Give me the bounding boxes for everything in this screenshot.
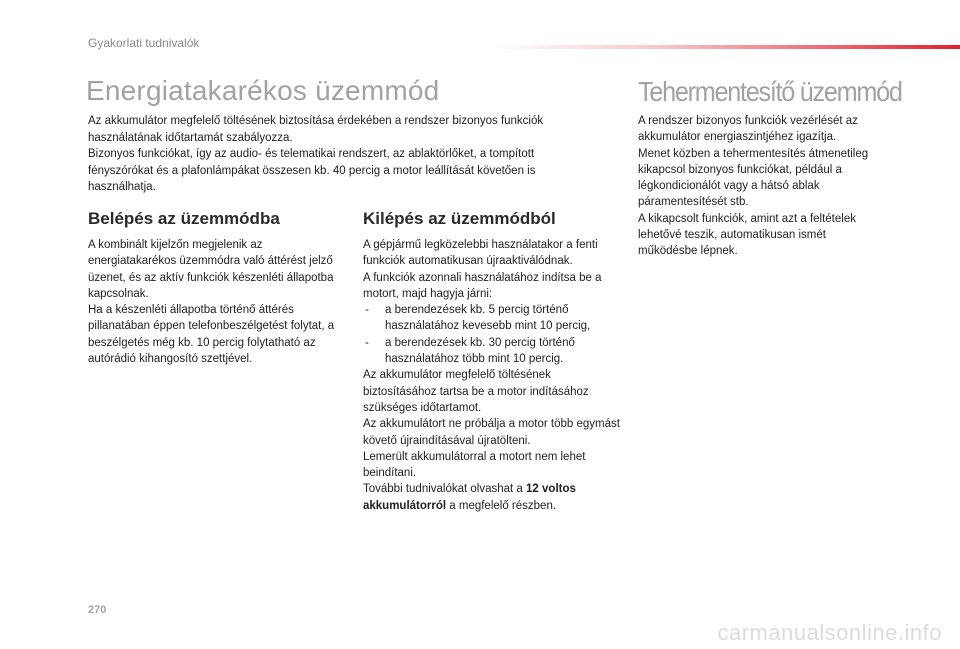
exit-mode-heading: Kilépés az üzemmódból [363, 209, 556, 228]
battery-reference: 12 voltos akkumulátorról [363, 483, 576, 512]
exit-paragraph: Az akkumulátort ne próbálja a motor több egymást követő újraindításával újratölteni. [363, 418, 620, 447]
enter-paragraph: A kombinált kijelzőn megjelenik az energiatakarékos üzemmódra való áttérést jelző üzenet, és az aktív funkciók készenléti állapotba kapcsolnak. [88, 239, 334, 300]
section-label: Gyakorlati tudnivalók [88, 36, 200, 50]
list-item [363, 302, 625, 335]
exit-paragraph: A funkciók azonnali használatához indítsa be a motort, majd hagyja járni: [363, 271, 602, 300]
list-marker: - [365, 336, 369, 349]
page-number: 270 [88, 604, 107, 616]
watermark: carmanualsonline.info [717, 620, 942, 645]
page-title: Energiatakarékos üzemmód [86, 75, 440, 106]
list-marker: - [365, 304, 369, 317]
intro-text [88, 113, 588, 196]
load-shedding-text [638, 113, 888, 260]
intro-paragraph: Bizonyos funkciókat, így az audio- és telematikai rendszert, az ablaktörlőket, a tompított fényszórókat és a plafonlámpákat összesen kb. 40 percig a motor leállítását követően is használhatja. [88, 148, 536, 193]
enter-mode-heading: Belépés az üzemmódba [88, 209, 280, 228]
exit-mode-text [363, 237, 625, 514]
list-item [363, 335, 625, 368]
exit-paragraph: Az akkumulátor megfelelő töltésének biztosításához tartsa be a motor indításához szükséges időtartamot. [363, 369, 589, 414]
exit-paragraph: Lemerült akkumulátorral a motort nem lehet beindítani. [363, 450, 586, 480]
text-run: a megfelelő részben. [446, 499, 557, 512]
enter-paragraph: Ha a készenléti állapotba történő áttérés pillanatában éppen telefonbeszélgetést folytat, a beszélgetés még kb. 10 percig folytatható az autórádió kihangosító szettjével. [88, 304, 335, 366]
intro-paragraph: Az akkumulátor megfelelő töltésének biztosítása érdekében a rendszer bizonyos funkciók használatának időtartamát szabályozza. [88, 115, 544, 144]
enter-mode-text [88, 237, 350, 367]
header-accent-rule [490, 45, 960, 49]
list-item-text: a berendezések kb. 5 percig történő használatához kevesebb mint 10 percig, [385, 304, 591, 333]
side-title: Tehermentesítő üzemmód [638, 76, 902, 107]
exit-paragraph: A gépjármű legközelebbi használatakor a fenti funkciók automatikusan újraaktiválódnak. [363, 239, 598, 268]
text-run: További tudnivalókat olvashat a [363, 483, 527, 496]
side-paragraph: A kikapcsolt funkciók, amint azt a feltételek lehetővé teszik, automatikusan ismét működésbe lépnek. [638, 212, 856, 258]
exit-list [363, 302, 625, 367]
side-paragraph: Menet közben a tehermentesítés átmenetileg kikapcsol bizonyos funkciókat, például a légkondicionálót vagy a hátsó ablak páramentesítését stb. [638, 147, 869, 209]
exit-paragraph [363, 481, 625, 514]
list-item-text: a berendezések kb. 30 percig történő használatához több mint 10 percig. [385, 336, 575, 366]
side-paragraph: A rendszer bizonyos funkciók vezérlését az akkumulátor energiaszintjéhez igazítja. [638, 115, 858, 144]
